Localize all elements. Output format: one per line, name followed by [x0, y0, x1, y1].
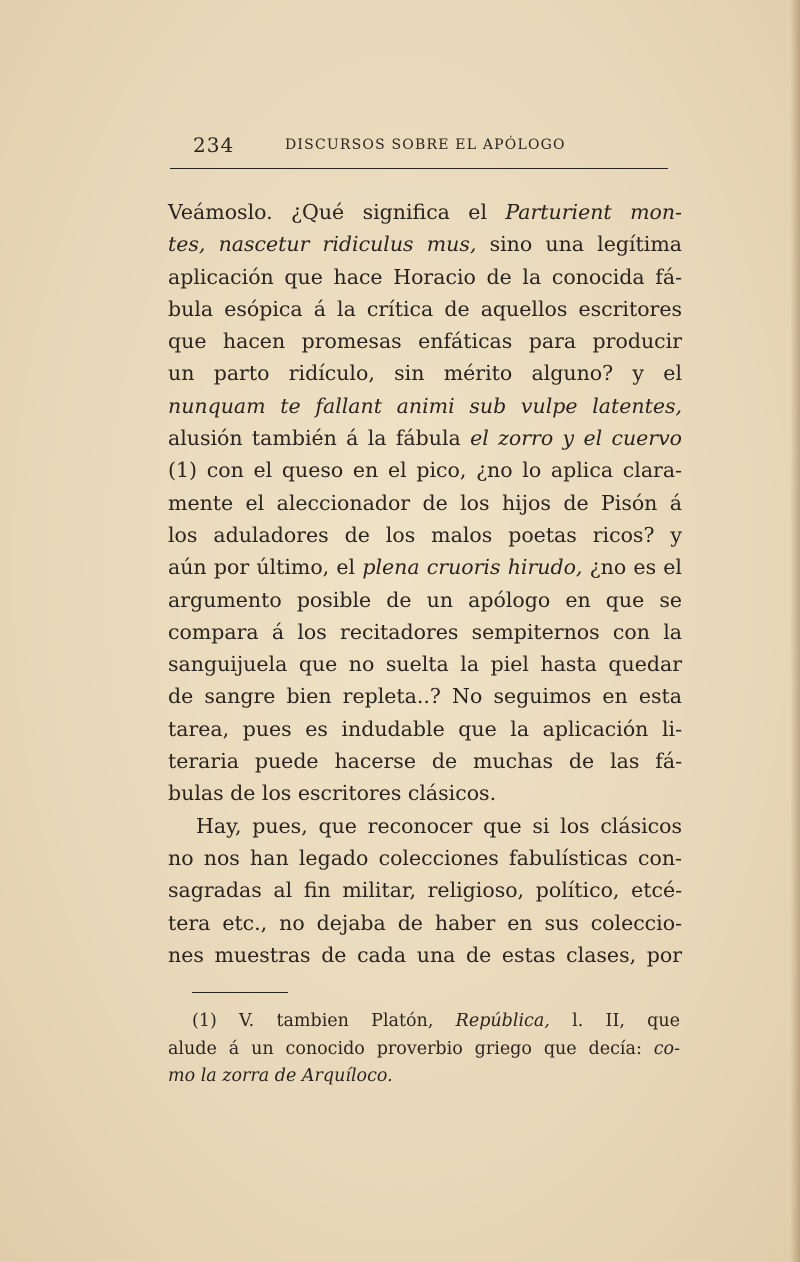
text-line — [168, 390, 682, 422]
text-line: tarea, pues es indudable que la aplicación li- — [168, 716, 682, 741]
italic-phrase: República, — [455, 1011, 550, 1031]
header-rule — [170, 168, 668, 169]
text-line: bulas de los escritores clásicos. — [168, 781, 497, 806]
text-line: que hacen promesas enfáticas para producir — [168, 329, 682, 354]
text-line: (1) con el queso en el pico, ¿no lo aplica clara- — [168, 458, 682, 483]
footnote-rule — [192, 992, 288, 993]
text-line: tera etc., no dejaba de haber en sus coleccio- — [168, 910, 682, 935]
text-line: nes muestras de cada una de estas clases, por — [168, 942, 682, 967]
running-header — [193, 133, 671, 163]
text-line: sanguijuela que no suelta la piel hasta quedar — [168, 652, 682, 677]
italic-phrase: mo la zorra de Arquíloco. — [168, 1066, 393, 1086]
text-line: de sangre bien repleta..? No seguimos en esta — [168, 684, 682, 709]
text-line: teraria puede hacerse de muchas de las fá- — [168, 749, 682, 774]
text-line: Veámoslo. ¿Qué significa el Parturient mon- — [168, 200, 682, 224]
italic-phrase: Parturient mon- — [505, 200, 682, 224]
text-line: un parto ridículo, sin mérito alguno? y el — [168, 361, 682, 386]
body-text — [168, 196, 682, 971]
text-line: compara á los recitadores sempiternos con la — [168, 619, 682, 644]
italic-phrase: co- — [653, 1038, 680, 1059]
italic-phrase: plena cruoris hirudo, — [362, 555, 583, 580]
page-number: 234 — [193, 133, 235, 157]
italic-phrase: tes, nascetur ridiculus mus, — [168, 232, 477, 257]
text-line: tes, nascetur ridiculus mus, sino una legítima — [168, 232, 682, 257]
footnote-line — [168, 1063, 680, 1091]
text-line: alusión también á la fábula el zorro y el cuervo — [168, 426, 682, 451]
text-line: aplicación que hace Horacio de la conocida fá- — [168, 264, 682, 289]
text-line: sagradas al fin militar, religioso, político, etcé- — [168, 878, 682, 903]
text-line: aún por último, el plena cruoris hirudo, ¿no es el — [168, 555, 682, 580]
text-line: los aduladores de los malos poetas ricos? y — [168, 522, 682, 547]
footnote — [168, 1008, 680, 1091]
footnote-line: alude á un conocido proverbio griego que decía: co- — [168, 1038, 680, 1059]
text-line: no nos han legado colecciones fabulísticas con- — [168, 845, 682, 870]
italic-phrase: el zorro y el cuervo — [470, 426, 682, 451]
text-line: Hay, pues, que reconocer que si los clásicos — [196, 813, 682, 838]
text-line: mente el aleccionador de los hijos de Pisón á — [168, 490, 682, 515]
italic-phrase: nunquam te fallant animi sub vulpe latentes, — [168, 393, 682, 418]
page-edge-shadow — [790, 0, 800, 1262]
text-line: argumento posible de un apólogo en que se — [168, 587, 682, 612]
footnote-line: (1) V. tambien Platón, República, l. II, que — [192, 1011, 681, 1031]
running-title: DISCURSOS SOBRE EL APÓLOGO — [285, 137, 566, 153]
text-line: bula esópica á la crítica de aquellos escritores — [168, 296, 682, 321]
